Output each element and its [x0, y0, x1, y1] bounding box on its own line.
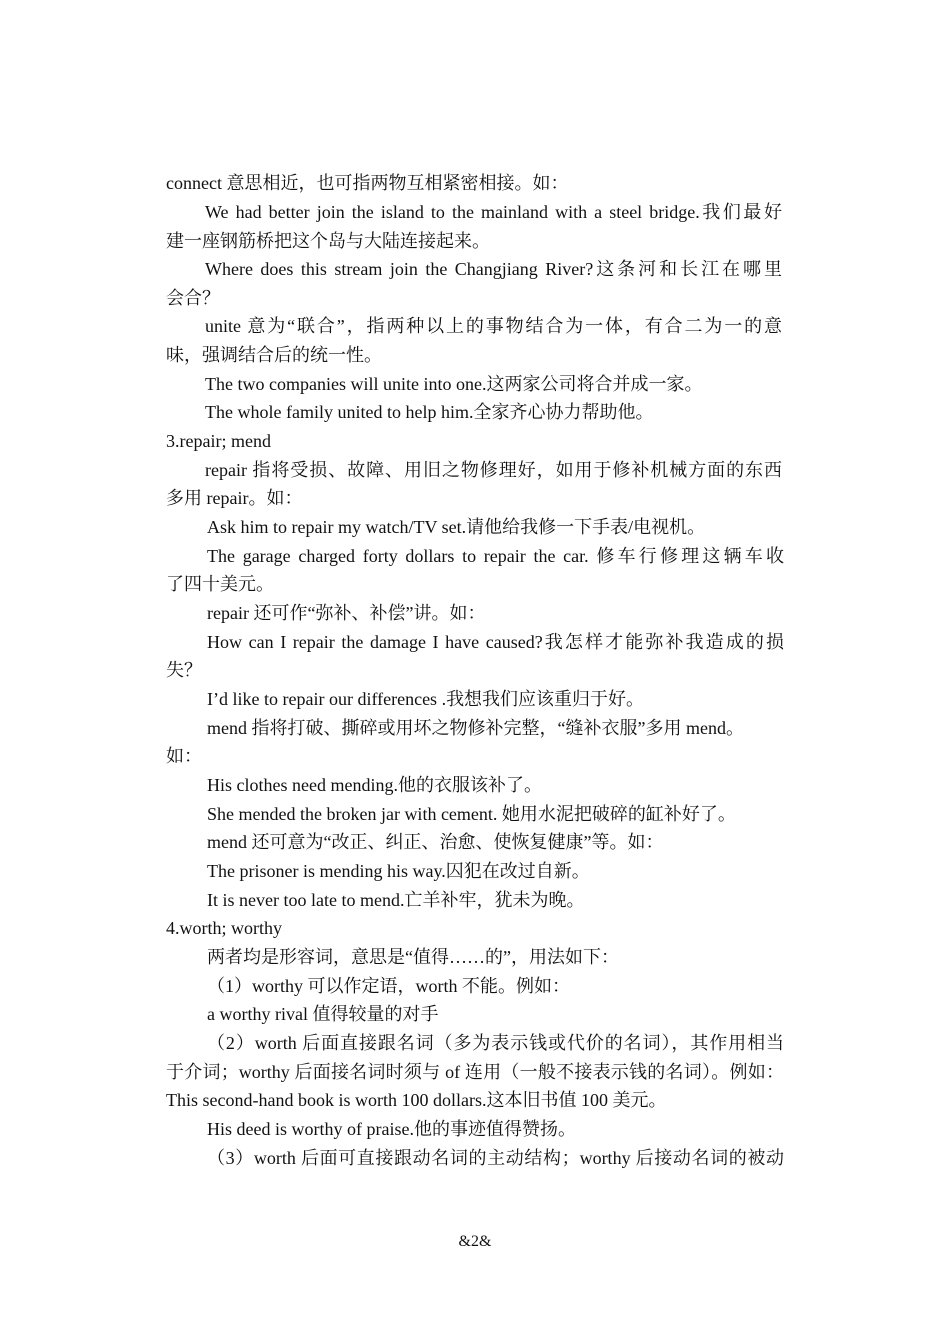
text-line: （1）worthy 可以作定语，worth 不能。例如： [207, 976, 570, 996]
text-line: Ask him to repair my watch/TV set.请他给我修一下手表/电视机。 [207, 517, 706, 537]
text-line: We had better join the island to the mainland with a steel bridge.我们最好 [205, 202, 782, 222]
text-line: 会合？ [166, 288, 220, 308]
text-line: a worthy rival 值得较量的对手 [207, 1004, 439, 1024]
text-line: The whole family united to help him.全家齐心协力帮助他。 [205, 402, 654, 422]
text-line: repair 还可作“弥补、补偿”讲。如： [207, 603, 486, 623]
text-line: connect 意思相近，也可指两物互相紧密相接。如： [166, 173, 569, 193]
text-line: 于介词；worthy 后面接名词时须与 of 连用（一般不接表示钱的名词）。例如： [166, 1062, 784, 1082]
text-line: （2）worth 后面直接跟名词（多为表示钱或代价的名词），其作用相当 [207, 1033, 784, 1053]
section-heading: 3.repair; mend [166, 431, 271, 451]
text-line: This second-hand book is worth 100 dollars.这本旧书值 100 美元。 [166, 1090, 667, 1110]
text-line: 多用 repair。如： [166, 488, 303, 508]
text-line: I’d like to repair our differences .我想我们应该重归于好。 [207, 689, 645, 709]
text-line: mend 还可意为“改正、纠正、治愈、使恢复健康”等。如： [207, 832, 664, 852]
text-line: She mended the broken jar with cement. 她用水泥把破碎的缸补好了。 [207, 804, 736, 824]
text-line: mend 指将打破、撕碎或用坏之物修补完整，“缝补衣服”多用 mend。 [207, 718, 744, 738]
text-line: His deed is worthy of praise.他的事迹值得赞扬。 [207, 1119, 576, 1139]
text-line: 了四十美元。 [166, 574, 274, 594]
text-line: 两者均是形容词，意思是“值得……的”，用法如下： [207, 947, 619, 967]
text-line: The two companies will unite into one.这两家公司将合并成一家。 [205, 374, 703, 394]
section-heading: 4.worth; worthy [166, 918, 282, 938]
text-line: unite 意为“联合”，指两种以上的事物结合为一体，有合二为一的意 [205, 316, 782, 336]
text-line: How can I repair the damage I have caused?我怎样才能弥补我造成的损 [207, 632, 784, 652]
text-line: His clothes need mending.他的衣服该补了。 [207, 775, 542, 795]
text-line: It is never too late to mend.亡羊补牢，犹未为晚。 [207, 890, 585, 910]
text-line: 建一座钢筋桥把这个岛与大陆连接起来。 [166, 231, 490, 251]
text-line: 失？ [166, 660, 202, 680]
text-line: The garage charged forty dollars to repair the car. 修车行修理这辆车收 [207, 546, 784, 566]
text-line: The prisoner is mending his way.囚犯在改过自新。 [207, 861, 590, 881]
page-number: &2& [458, 1233, 492, 1250]
text-line: 味，强调结合后的统一性。 [166, 345, 382, 365]
text-line: Where does this stream join the Changjiang River?这条河和长江在哪里 [205, 259, 782, 279]
text-line: 如： [166, 746, 202, 766]
text-line: （3）worth 后面可直接跟动名词的主动结构；worthy 后接动名词的被动 [207, 1148, 784, 1168]
text-line: repair 指将受损、故障、用旧之物修理好，如用于修补机械方面的东西 [205, 460, 782, 480]
